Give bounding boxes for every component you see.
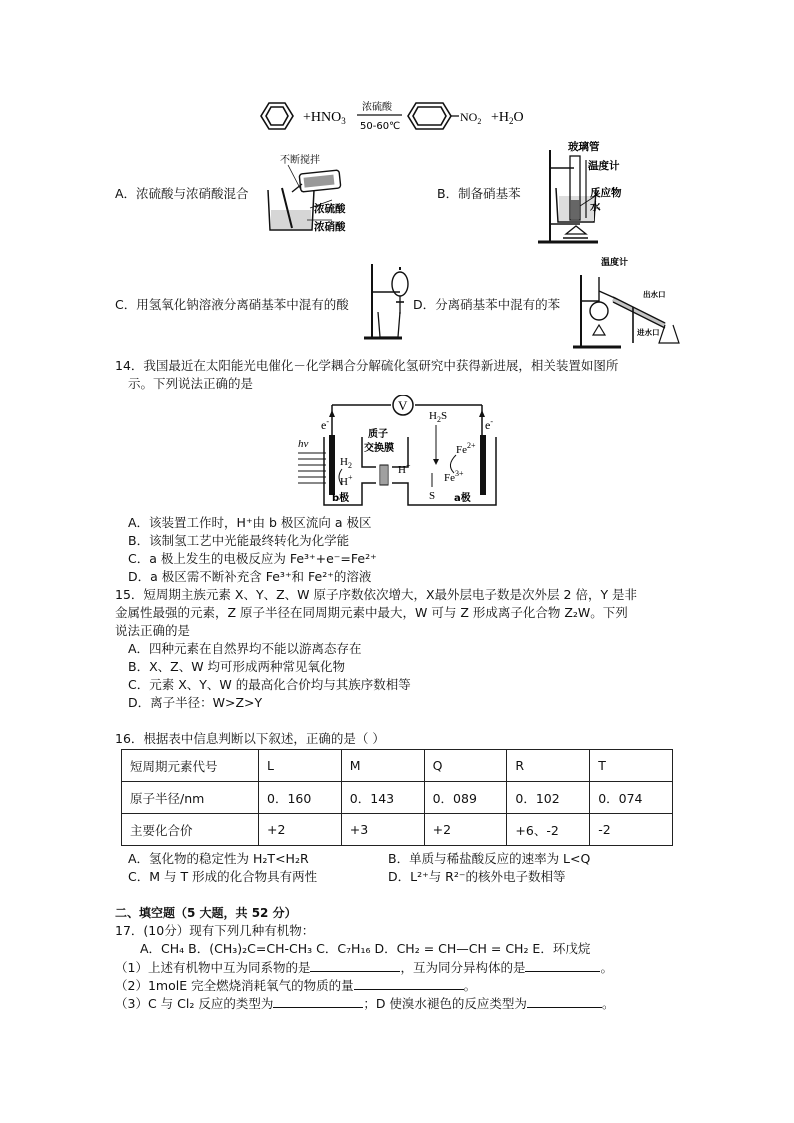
q17-sub2: [115, 977, 476, 994]
glass-tube-label: 玻璃管: [568, 141, 600, 153]
hv-label: hν: [298, 438, 309, 450]
stir-label: 不断搅拌: [280, 155, 320, 166]
q17-sub3: [115, 995, 614, 1012]
q15-option-b: B．X、Z、W 均可形成两种常见氧化物: [128, 659, 346, 674]
fe3-label: $Fe^{3+}$: [444, 469, 464, 484]
q17-sub2-end: 。: [463, 978, 477, 993]
q17-sub3-text-b: ；D 使溴水褪色的反应类型为: [363, 996, 527, 1011]
nitrobenzene-preparation-apparatus: [528, 138, 638, 246]
a-pole-label: a极: [454, 493, 471, 504]
q17-stem: 17．(10分）现有下列几种有机物：: [115, 923, 315, 938]
thermometer-label: 温度计: [588, 160, 620, 172]
q14-stem-line2: 示。下列说法正确的是: [128, 376, 254, 391]
distillation-apparatus: [573, 255, 688, 351]
hno3-label: $+HNO_3$: [303, 110, 346, 126]
condition-bottom: 50-60℃: [360, 121, 401, 132]
q14-option-d: D．a 极区需不断补充含 Fe³⁺和 Fe²⁺的溶液: [128, 569, 372, 584]
q15-stem-line2: 金属性最强的元素，Z 原子半径在同周期元素中最大，W 可与 Z 形成离子化合物 Z₂W。下列: [115, 605, 628, 620]
reaction-equation-figure: [255, 96, 545, 138]
table-cell: M: [341, 750, 424, 782]
h2-label: $H_2$: [340, 456, 352, 470]
q16-stem: 16．根据表中信息判断以下叙述，正确的是（ ）: [115, 731, 385, 746]
e-left-label: e-: [321, 417, 329, 432]
table-row: [122, 782, 673, 814]
table-cell: +6、-2: [507, 814, 590, 846]
table-cell: T: [590, 750, 673, 782]
voltmeter-label: V: [398, 398, 408, 413]
q16-option-d: D．L²⁺与 R²⁻的核外电子数相等: [388, 869, 566, 884]
table-cell: L: [259, 750, 342, 782]
q13-option-d: D．分离硝基苯中混有的苯: [413, 297, 561, 312]
table-cell: 0．160: [259, 782, 342, 814]
q15-option-c: C．元素 X、Y、W 的最高化合价均与其族序数相等: [128, 677, 411, 692]
water-outlet-label: 出水口: [643, 290, 666, 299]
q16-option-b: B．单质与稀盐酸反应的速率为 L<Q: [388, 851, 591, 866]
hplus-left-label: H+: [340, 473, 353, 488]
membrane-label-line1: 质子: [368, 429, 388, 440]
q17-sub1-text-b: ，互为同分异构体的是: [400, 960, 526, 975]
conc-h2so4-label: 浓硫酸: [314, 203, 346, 215]
q16-option-c: C．M 与 T 形成的化合物具有两性: [128, 869, 318, 884]
separatory-funnel-apparatus: [362, 262, 412, 342]
conc-hno3-label: 浓硝酸: [314, 221, 346, 233]
table-cell: 0．143: [341, 782, 424, 814]
table-cell: -2: [590, 814, 673, 846]
condition-top: 浓硫酸: [362, 102, 392, 113]
table-cell: 原子半径/nm: [122, 782, 259, 814]
table-cell: 短周期元素代号: [122, 750, 259, 782]
table-cell: +2: [424, 814, 507, 846]
answer-blank-homologue[interactable]: [310, 959, 400, 972]
q17-sub2-text: （2）1molE 完全燃烧消耗氧气的物质的量: [115, 978, 354, 993]
q17-choices: A．CH₄ B．(CH₃)₂C=CH-CH₃ C．C₇H₁₆ D．CH₂ = CH—CH = CH₂ E．环戊烷: [140, 941, 591, 956]
q13-option-c: C．用氢氧化钠溶液分离硝基苯中混有的酸: [115, 297, 349, 312]
distill-thermometer-label: 温度计: [601, 258, 629, 268]
q14-option-c: C．a 极上发生的电极反应为 Fe³⁺+e⁻=Fe²⁺: [128, 551, 377, 566]
answer-blank-oxygen-amount[interactable]: [354, 977, 464, 990]
q13-option-a: A．浓硫酸与浓硝酸混合: [115, 186, 249, 201]
water-label: 水: [590, 201, 601, 213]
no2-label: $NO_2$: [460, 110, 482, 126]
q15-stem-line3: 说法正确的是: [115, 623, 191, 638]
reactant-label: 反应物: [590, 187, 622, 199]
h2o-label: $+H_2O$: [491, 110, 524, 126]
table-row: [122, 750, 673, 782]
h2s-label: $H_2S$: [429, 410, 448, 424]
answer-blank-isomer[interactable]: [525, 959, 600, 972]
q17-sub3-text-a: （3）C 与 Cl₂ 反应的类型为: [115, 996, 274, 1011]
b-pole-label: b极: [332, 493, 350, 504]
table-cell: Q: [424, 750, 507, 782]
hplus-right-label: H+: [398, 461, 411, 476]
table-cell: 主要化合价: [122, 814, 259, 846]
answer-blank-c-reaction-type[interactable]: [273, 995, 363, 1008]
fe2-label: $Fe^{2+}$: [456, 441, 476, 456]
element-data-table: [121, 749, 673, 846]
q14-stem-line1: 14．我国最近在太阳能光电催化－化学耦合分解硫化氢研究中获得新进展，相关装置如图所: [115, 358, 619, 373]
mixing-acid-apparatus: [262, 150, 368, 238]
q17-sub1: [115, 959, 613, 976]
answer-blank-d-reaction-type[interactable]: [527, 995, 602, 1008]
q15-option-d: D．离子半径：W>Z>Y: [128, 695, 263, 710]
benzene-ring-reactant: [261, 103, 293, 129]
section-heading: 二、填空题（5 大题，共 52 分）: [115, 906, 297, 920]
table-cell: 0．074: [590, 782, 673, 814]
q15-stem-line1: 15．短周期主族元素 X、Y、Z、W 原子序数依次增大，X最外层电子数是次外层 2 倍，Y 是非: [115, 587, 638, 602]
table-cell: 0．089: [424, 782, 507, 814]
table-cell: +2: [259, 814, 342, 846]
q16-option-a: A．氢化物的稳定性为 H₂T<H₂R: [128, 851, 309, 866]
q17-sub3-end: 。: [601, 996, 615, 1011]
table-row: [122, 814, 673, 846]
table-cell: +3: [341, 814, 424, 846]
table-cell: R: [507, 750, 590, 782]
q14-option-b: B．该制氢工艺中光能最终转化为化学能: [128, 533, 350, 548]
benzene-ring-product: [408, 103, 451, 129]
e-right-label: e-: [485, 417, 493, 432]
water-inlet-label: 进水口: [637, 328, 660, 337]
q17-sub1-end: 。: [600, 960, 613, 975]
q14-option-a: A．该装置工作时，H⁺由 b 极区流向 a 极区: [128, 515, 372, 530]
q15-option-a: A．四种元素在自然界均不能以游离态存在: [128, 641, 362, 656]
table-cell: 0．102: [507, 782, 590, 814]
q13-option-b: B．制备硝基苯: [437, 186, 521, 201]
membrane-label-line2: 交换膜: [364, 443, 394, 454]
q17-sub1-text-a: （1）上述有机物中互为同系物的是: [115, 960, 311, 975]
photoelectrocatalysis-cell-diagram: [296, 395, 502, 513]
s-label: S: [429, 490, 436, 502]
